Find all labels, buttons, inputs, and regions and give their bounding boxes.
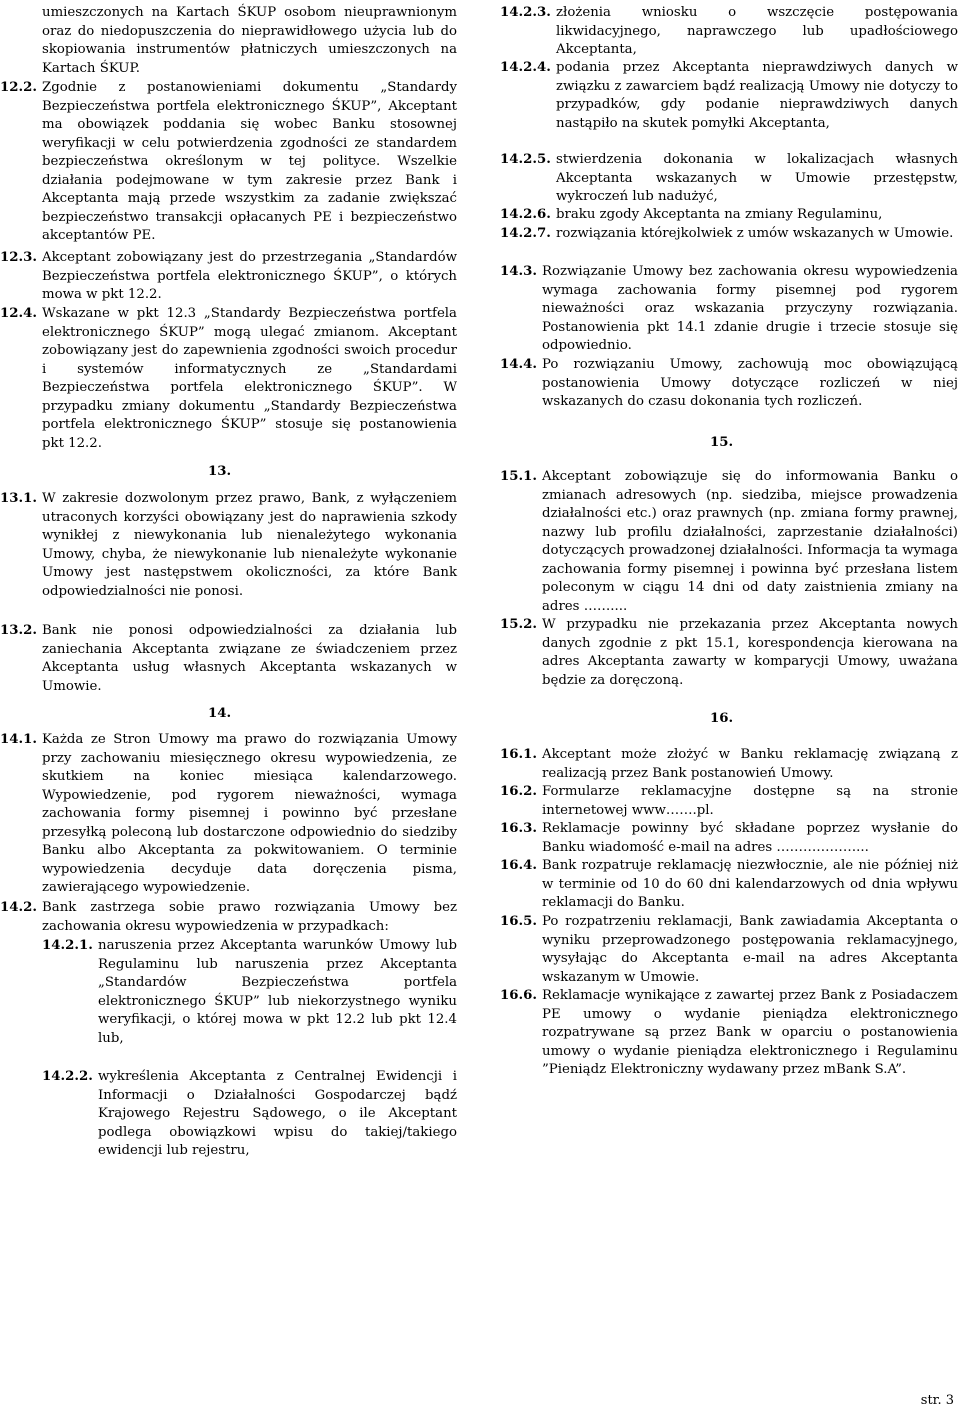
clause-number: 13.1.	[0, 491, 38, 506]
clause-text: Akceptant zobowiązany jest do przestrzegania „Standardów Bezpieczeństwa portfela elektronicznego ŚKUP”, o których mowa w pkt 12.2.	[42, 250, 457, 302]
clause-number: 14.3.	[500, 264, 538, 279]
clause-text: W zakresie dozwolonym przez prawo, Bank, z wyłączeniem utraconych korzyści obowiązany jest do naprawienia szkody wynikłej z niewykonania lub nienależytego wykonania Umowy, chyba, że niewykonanie lub nienależyte wykonanie Umowy jest następstwem okoliczności, za które Bank odpowiedzialności nie ponosi.	[42, 491, 457, 599]
clause-number: 16.6.	[500, 988, 538, 1003]
clause-14-2-5	[500, 151, 958, 206]
clause-text: Wskazane w pkt 12.3 „Standardy Bezpieczeństwa portfela elektronicznego ŚKUP” mogą ulegać zmianom. Akceptant zobowiązany jest do zapewnienia zgodności swoich procedur i systemów informatycznych ze „Standardami Bezpieczeństwa portfela elektronicznego ŚKUP”. W przypadku zmiany dokumentu „Standardy Bezpieczeństwa portfela elektronicznego ŚKUP” stosuje się postanowienia pkt 12.2.	[42, 306, 457, 451]
clause-text: rozwiązania którejkolwiek z umów wskazanych w Umowie.	[556, 226, 954, 241]
clause-number: 16.5.	[500, 914, 538, 929]
clause-14-4	[500, 356, 958, 412]
page-number: str. 3	[920, 1392, 954, 1408]
clause-number: 14.2.2.	[42, 1069, 93, 1084]
clause-16-5	[500, 913, 958, 987]
clause-16-1	[500, 746, 958, 783]
clause-number: 14.4.	[500, 357, 538, 372]
clause-text: W przypadku nie przekazania przez Akceptanta nowych danych zgodnie z pkt 15.1, korespondencja kierowana na adres Akceptanta zawarty w komparycji Umowy, uważana będzie za doręczoną.	[542, 617, 958, 688]
section-heading-13: 13.	[208, 464, 232, 479]
clause-number: 14.2.6.	[500, 207, 551, 222]
clause-number: 16.3.	[500, 821, 538, 836]
clause-number: 13.2.	[0, 623, 38, 638]
clause-number: 14.2.5.	[500, 152, 551, 167]
clause-text: Bank nie ponosi odpowiedzialności za działania lub zaniechania Akceptanta związane ze świadczeniem przez Akceptanta usług własnych Akceptanta wskazanych w Umowie.	[42, 623, 457, 694]
section-heading-16: 16.	[710, 711, 734, 726]
right-column	[500, 4, 958, 1080]
clause-text: podania przez Akceptanta nieprawdziwych danych w związku z zawarciem bądź realizacją Umowy nie dotyczy to przypadków, gdy podanie nieprawdziwych danych nastąpiło na skutek pomyłki Akceptanta,	[556, 60, 958, 131]
clause-text: naruszenia przez Akceptanta warunków Umowy lub Regulaminu lub naruszenia przez Akceptanta „Standardów Bezpieczeństwa portfela elektronicznego ŚKUP” lub niekorzystnego wyniku weryfikacji, o której mowa w pkt 12.2 lub pkt 12.4 lub,	[98, 938, 457, 1046]
clause-14-2-2	[0, 1068, 457, 1161]
clause-number: 15.1.	[500, 469, 538, 484]
intro-paragraph: umieszczonych na Kartach ŚKUP osobom nieuprawnionym oraz do niedopuszczenia do nieprawidłowego użycia lub do skopiowania instrumentów płatniczych umieszczonych na Kartach ŚKUP.	[42, 5, 457, 76]
clause-14-2-3	[500, 4, 958, 59]
clause-number: 14.2.	[0, 900, 38, 915]
clause-text: Formularze reklamacyjne dostępne są na stronie internetowej www…….pl.	[542, 784, 958, 818]
clause-14-2-1	[0, 937, 457, 1068]
clause-13-2	[0, 622, 457, 697]
section-heading-15: 15.	[710, 435, 734, 450]
clause-text: Reklamacje powinny być składane poprzez wysłanie do Banku wiadomość e-mail na adres ………………...	[542, 821, 958, 855]
clause-16-3	[500, 820, 958, 857]
clause-text: Akceptant może złożyć w Banku reklamację związaną z realizacją przez Bank postanowień Umowy.	[542, 747, 958, 781]
clause-text: stwierdzenia dokonania w lokalizacjach własnych Akceptanta wskazanych w Umowie przestępstw, wykroczeń lub nadużyć,	[556, 152, 958, 204]
clause-14-1	[0, 731, 457, 899]
clause-16-4	[500, 857, 958, 913]
clause-text: złożenia wniosku o wszczęcie postępowania likwidacyjnego, naprawczego lub upadłościowego Akceptanta,	[556, 5, 958, 57]
clause-text: Po rozwiązaniu Umowy, zachowują moc obowiązującą postanowienia Umowy dotyczące rozliczeń w niej wskazanych do czasu dokonania tych rozliczeń.	[542, 357, 958, 409]
clause-text: Bank zastrzega sobie prawo rozwiązania Umowy bez zachowania okresu wypowiedzenia w przypadkach:	[42, 900, 457, 934]
clause-text: wykreślenia Akceptanta z Centralnej Ewidencji i Informacji o Działalności Gospodarczej bądź Krajowego Rejestru Sądowego, o ile Akceptant podlega obowiązkowi wpisu do takiej/takiego ewidencji lub rejestru,	[98, 1069, 457, 1158]
clause-14-3	[500, 263, 958, 356]
clause-number: 14.1.	[0, 732, 38, 747]
clause-text: Rozwiązanie Umowy bez zachowania okresu wypowiedzenia wymaga zachowania formy pisemnej pod rygorem nieważności oraz wskazania przyczyny rozwiązania. Postanowienia pkt 14.1 zdanie drugie i trzecie stosuje się odpowiednio.	[542, 264, 958, 353]
left-column	[0, 4, 457, 1161]
clause-12-3	[0, 249, 457, 305]
clause-number: 15.2.	[500, 617, 538, 632]
clause-number: 14.2.7.	[500, 226, 551, 241]
clause-14-2-6	[500, 206, 958, 225]
clause-text: Każda ze Stron Umowy ma prawo do rozwiązania Umowy przy zachowaniu miesięcznego okresu wypowiedzenia, ze skutkiem na koniec miesiąca kalendarzowego. Wypowiedzenie, pod rygorem nieważności, wymaga zachowania formy pisemnej i powinno być przesłane przesyłką poleconą lub dostarczone odpowiednio do siedziby Banku albo Akceptanta za pokwitowaniem. O terminie wypowiedzenia decyduje data doręczenia pisma, zawierającego wypowiedzenie.	[42, 732, 457, 895]
clause-number: 14.2.4.	[500, 60, 551, 75]
clause-13-1	[0, 490, 457, 622]
clause-number: 14.2.3.	[500, 5, 551, 20]
clause-number: 16.1.	[500, 747, 538, 762]
clause-text: Po rozpatrzeniu reklamacji, Bank zawiadamia Akceptanta o wyniku przeprowadzonego postępowania reklamacyjnego, wysyłając do Akceptanta e-mail na adres Akceptanta wskazanym w Umowie.	[542, 914, 958, 985]
clause-14-2	[0, 899, 457, 937]
clause-text: Zgodnie z postanowieniami dokumentu „Standardy Bezpieczeństwa portfela elektronicznego ŚKUP”, Akceptant ma obowiązek poddania się wobec Banku stosownej weryfikacji w celu potwierdzenia zgodności ze standardem bezpieczeństwa określonym w tej polityce. Wszelkie działania podejmowane w tym zakresie przez Bank i Akceptanta mają przede wszystkim za zadanie zwiększać bezpieczeństwo transakcji opłacanych PE i bezpieczeństwo akceptantów PE.	[42, 80, 457, 243]
clause-16-6	[500, 987, 958, 1080]
clause-text: Bank rozpatruje reklamację niezwłocznie, ale nie później niż w terminie od 10 do 60 dni kalendarzowych od dnia wpływu reklamacji do Banku.	[542, 858, 958, 910]
clause-12-4	[0, 305, 457, 455]
section-heading-14: 14.	[208, 706, 232, 721]
clause-15-1	[500, 468, 958, 616]
clause-text: Akceptant zobowiązuje się do informowania Banku o zmianach adresowych (np. siedziba, miejsce prowadzenia działalności etc.) oraz prawnych (np. zmiana formy prawnej, nazwy lub profilu działalności, zaprzestanie działalności) dotyczących prowadzonej działalności. Informacja ta wymaga zachowania formy pisemnej i powinna być przesłana listem poleconym w ciągu 14 dni od daty zaistnienia zmiany na adres ……....	[542, 469, 958, 614]
clause-number: 16.4.	[500, 858, 538, 873]
clause-number: 12.4.	[0, 306, 38, 321]
clause-16-2	[500, 783, 958, 820]
clause-text: braku zgody Akceptanta na zmiany Regulaminu,	[556, 207, 883, 222]
clause-12-2	[0, 79, 457, 249]
clause-15-2	[500, 616, 958, 691]
clause-14-2-4	[500, 59, 958, 151]
clause-number: 16.2.	[500, 784, 538, 799]
clause-text: Reklamacje wynikające z zawartej przez Bank z Posiadaczem PE umowy o wydanie pieniądza elektronicznego rozpatrywane są przez Bank w oparciu o postanowienia umowy o wydanie pieniądza elektronicznego i Regulaminu ”Pieniądz Elektroniczny wydawany przez mBank S.A”.	[542, 988, 958, 1077]
clause-number: 12.2.	[0, 80, 38, 95]
clause-number: 12.3.	[0, 250, 38, 265]
clause-14-2-7	[500, 225, 958, 263]
clause-number: 14.2.1.	[42, 938, 93, 953]
